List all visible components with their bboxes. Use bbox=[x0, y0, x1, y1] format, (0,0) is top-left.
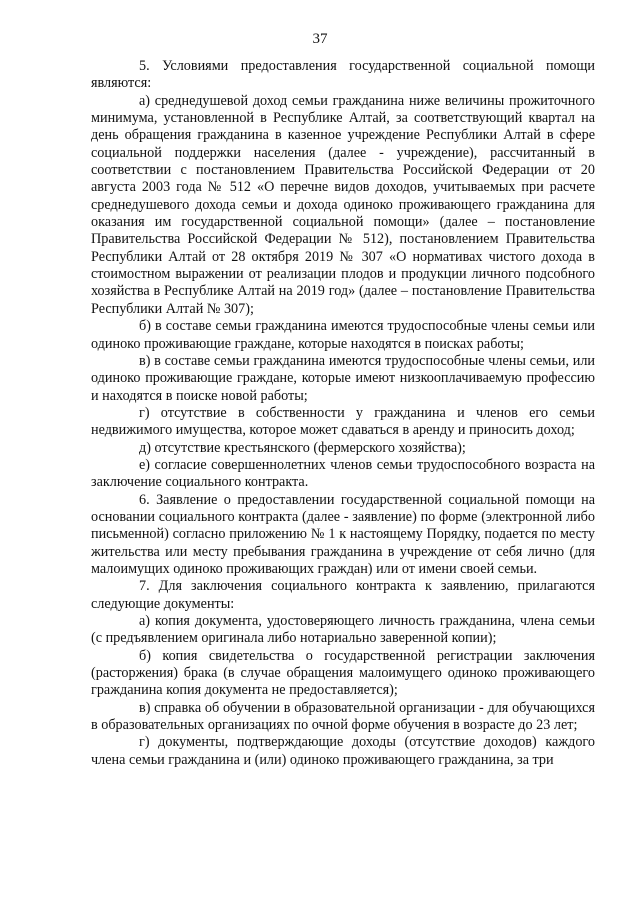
page-number: 37 bbox=[312, 31, 328, 47]
paragraph-7-documents: 7. Для заключения социального контракта к заявлению, прилагаются следующие документы: bbox=[91, 578, 595, 612]
page-body bbox=[91, 58, 595, 769]
list-item-g-no-property: г) отсутствие в собственности у гражданина и членов его семьи недвижимого имущества, которое может сдаваться в аренду и приносить доход; bbox=[91, 404, 595, 439]
list-item-g-income-documents: г) документы, подтверждающие доходы (отсутствие доходов) каждого члена семьи гражданина и (или) одиноко проживающего гражданина, за три bbox=[91, 734, 595, 768]
list-item-b-marriage-certificate: б) копия свидетельства о государственной регистрации заключения (расторжения) брака (в случае обращения малоимущего одиноко проживающего гражданина копия документа не предоставляется); bbox=[91, 647, 595, 699]
paragraph-6-application: 6. Заявление о предоставлении государственной социальной помощи на основании социального контракта (далее - заявление) по форме (электронной либо письменной) согласно приложению № 1 к настоящему Порядку, подается по месту жительства или месту пребывания гражданина в учреждение от себя лично (для малоимущих одиноко проживающих граждан) или от имени своей семьи. bbox=[91, 491, 595, 577]
list-item-v-low-paid: в) в составе семьи гражданина имеются трудоспособные члены семьи, или одиноко проживающие граждане, которые имеют низкооплачиваемую профессию и находятся в поиске новой работы; bbox=[91, 352, 595, 404]
list-item-d-no-farm: д) отсутствие крестьянского (фермерского хозяйства); bbox=[139, 439, 466, 456]
list-item-e-consent: е) согласие совершеннолетних членов семьи трудоспособного возраста на заключение социального контракта. bbox=[91, 456, 595, 491]
list-item-a-id-copy: а) копия документа, удостоверяющего личность гражданина, члена семьи (с предъявлением оригинала либо нотариально заверенной копии); bbox=[91, 613, 595, 647]
list-item-v-study-certificate: в) справка об обучении в образовательной организации - для обучающихся в образовательных организациях по очной форме обучения в возрасте до 23 лет; bbox=[91, 699, 595, 734]
list-item-a-income: а) среднедушевой доход семьи гражданина ниже величины прожиточного минимума, установленной в Республике Алтай, за соответствующий квартал на день обращения гражданина в казенное учреждение Республики Алтай в сфере социальной поддержки населения (далее - учреждение), рассчитанный в соответствии с постановлением Правительства Российской Федерации от 20 августа 2003 года № 512 «О перечне видов доходов, учитываемых при расчете среднедушевого дохода семьи и дохода одиноко проживающего гражданина для оказания им государственной социальной помощи» (далее – постановление Правительства Российской Федерации № 512), постановлением Правительства Республики Алтай от 28 октября 2019 № 307 «О нормативах чистого дохода в стоимостном выражении от реализации плодов и продукции личного подсобного хозяйства в Республике Алтай на 2019 год» (далее – постановление Правительства Республики Алтай № 307); bbox=[91, 92, 595, 317]
paragraph-5-conditions: 5. Условиями предоставления государственной социальной помощи являются: bbox=[91, 58, 595, 92]
list-item-b-job-search: б) в составе семьи гражданина имеются трудоспособные члены семьи или одиноко проживающие граждане, которые находятся в поисках работы; bbox=[91, 318, 595, 352]
